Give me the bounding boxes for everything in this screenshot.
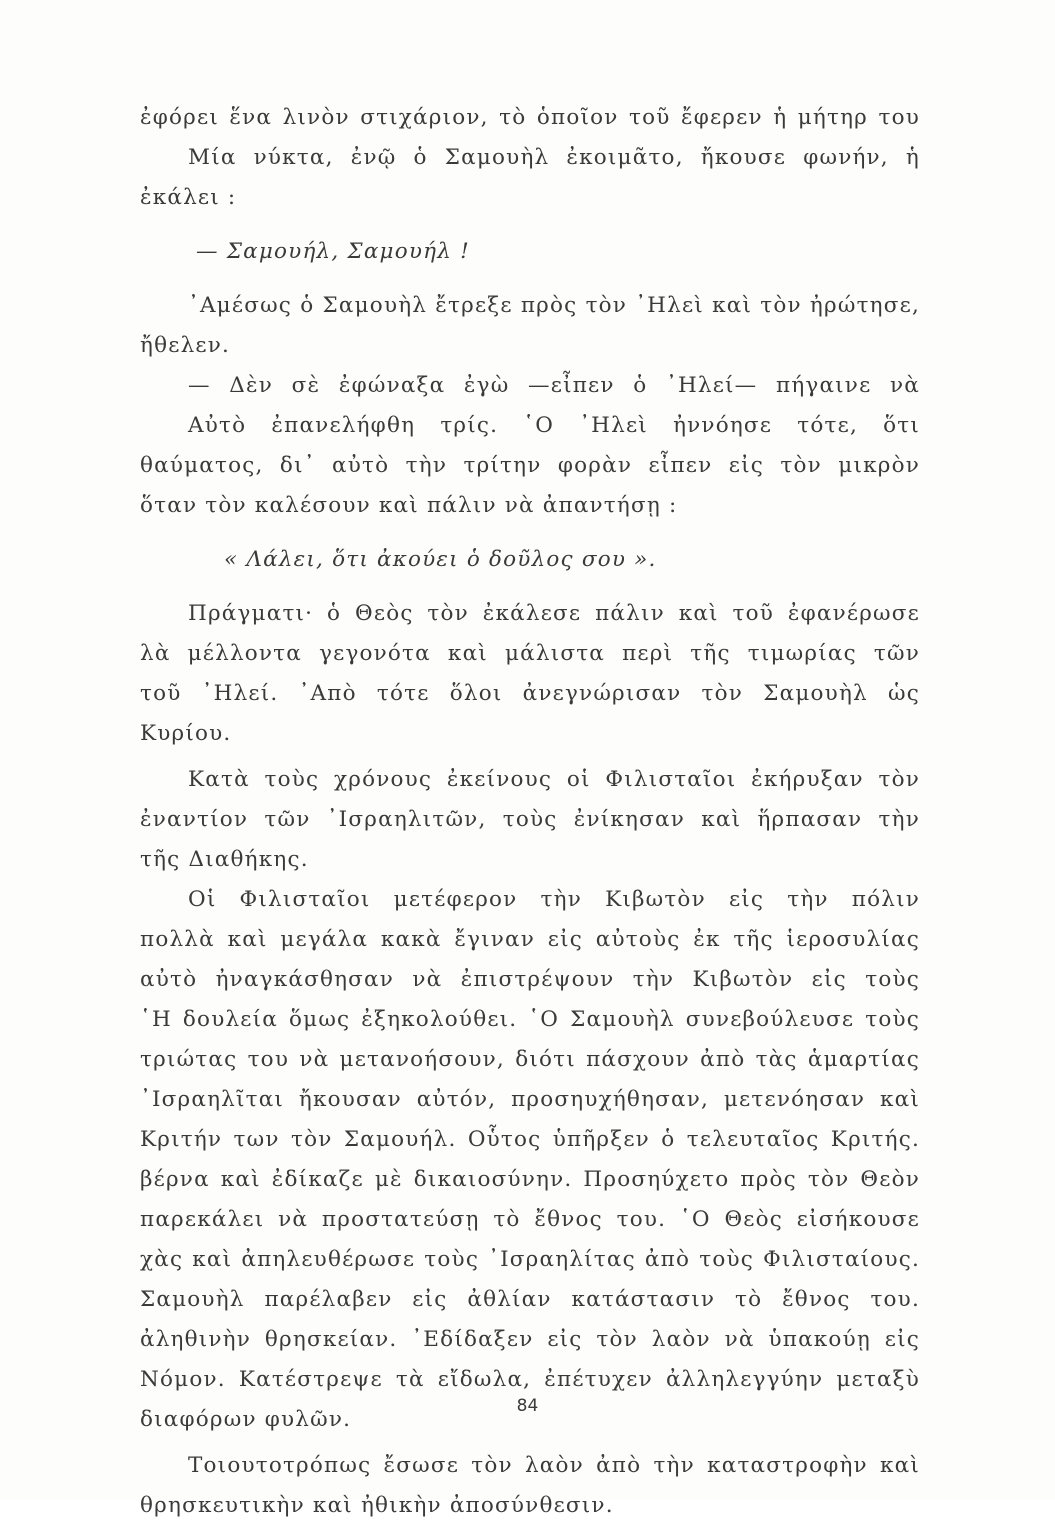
text-line: ῾Η δουλεία ὅμως ἐξηκολούθει. ῾Ο Σαμουὴλ συνεβούλευσε τοὺς (140, 1007, 920, 1032)
text-line: διαφόρων φυλῶν. (140, 1407, 352, 1432)
text-line: χὰς καὶ ἀπηλευθέρωσε τοὺς ᾿Ισραηλίτας ἀπὸ τοὺς Φιλισταίους. (140, 1247, 920, 1272)
text-line: παρεκάλει νὰ προστατεύσῃ τὸ ἔθνος του. ῾Ο Θεὸς εἰσήκουσε (140, 1207, 920, 1232)
spacer (140, 526, 920, 540)
page-number: 84 (516, 1396, 539, 1416)
text-line: ἤθελεν. (140, 333, 231, 358)
text-line: Αὐτὸ ἐπανελήφθη τρίς. ῾Ο ᾿Ηλεὶ ἠννόησε τότε, ὅτι (188, 413, 920, 438)
text-line: ἀληθινὴν θρησκείαν. ᾿Εδίδαξεν εἰς τὸν λαὸν νὰ ὑπακούῃ εἰς (140, 1327, 920, 1352)
text-line: ᾿Ισραηλῖται ἤκουσαν αὐτόν, προσηυχήθησαν, μετενόησαν καὶ (140, 1087, 920, 1112)
text-line: τῆς Διαθήκης. (140, 847, 309, 872)
spacer (140, 272, 920, 286)
text-line: Οἱ Φιλισταῖοι μετέφερον τὴν Κιβωτὸν εἰς τὴν πόλιν (188, 887, 920, 912)
text-line: αὐτὸ ἠναγκάσθησαν νὰ ἐπιστρέψουν τὴν Κιβωτὸν εἰς τοὺς (140, 967, 920, 992)
text-line: θρησκευτικὴν καὶ ἠθικὴν ἀποσύνθεσιν. (140, 1493, 614, 1518)
text-line: Σαμουὴλ παρέλαβεν εἰς ἀθλίαν κατάστασιν τὸ ἔθνος του. (140, 1287, 920, 1312)
text-line: Μία νύκτα, ἐνῷ ὁ Σαμουὴλ ἐκοιμᾶτο, ἤκουσε φωνήν, ἡ (188, 145, 920, 170)
text-line: τριώτας του νὰ μετανοήσουν, διότι πάσχουν ἀπὸ τὰς ἁμαρτίας (140, 1047, 920, 1072)
text-line: « Λάλει, ὅτι ἀκούει ὁ δοῦλος σου ». (224, 547, 657, 572)
text-line: — Δὲν σὲ ἐφώναξα ἐγὼ —εἶπεν ὁ ᾿Ηλεί— πήγαινε νὰ (188, 373, 920, 398)
text-line: Κυρίου. (140, 721, 232, 746)
text-line: βέρνα καὶ ἐδίκαζε μὲ δικαιοσύνην. Προσηύχετο πρὸς τὸν Θεὸν (140, 1167, 920, 1192)
text-line: Νόμον. Κατέστρεψε τὰ εἴδωλα, ἐπέτυχεν ἀλληλεγγύην μεταξὺ (140, 1367, 920, 1392)
text-line: τοῦ ᾿Ηλεί. ᾿Απὸ τότε ὅλοι ἀνεγνώρισαν τὸν Σαμουὴλ ὡς (140, 681, 920, 706)
text-line: θαύματος, δι᾽ αὐτὸ τὴν τρίτην φορὰν εἶπεν εἰς τὸν μικρὸν (140, 453, 920, 478)
text-line: λὰ μέλλοντα γεγονότα καὶ μάλιστα περὶ τῆς τιμωρίας τῶν (140, 641, 920, 666)
text-line: Πράγματι· ὁ Θεὸς τὸν ἐκάλεσε πάλιν καὶ τοῦ ἐφανέρωσε (188, 601, 920, 626)
text-line: ᾿Αμέσως ὁ Σαμουὴλ ἔτρεξε πρὸς τὸν ᾿Ηλεὶ καὶ τὸν ἠρώτησε, (188, 293, 920, 318)
text-line: Κατὰ τοὺς χρόνους ἐκείνους οἱ Φιλισταῖοι ἐκήρυξαν τὸν (188, 767, 920, 792)
text-line: ἐφόρει ἕνα λινὸν στιχάριον, τὸ ὁποῖον τοῦ ἔφερεν ἡ μήτηρ του (140, 105, 920, 130)
spacer (140, 580, 920, 594)
text-line: Τοιουτοτρόπως ἔσωσε τὸν λαὸν ἀπὸ τὴν καταστροφὴν καὶ (188, 1453, 920, 1478)
text-line: ἐκάλει : (140, 185, 237, 210)
text-line: Κριτήν των τὸν Σαμουήλ. Οὗτος ὑπῆρξεν ὁ τελευταῖος Κριτής. (140, 1127, 920, 1152)
text-line: πολλὰ καὶ μεγάλα κακὰ ἔγιναν εἰς αὐτοὺς ἐκ τῆς ἱεροσυλίας (140, 927, 920, 952)
body-text (140, 98, 920, 1526)
text-line: ἐναντίον τῶν ᾿Ισραηλιτῶν, τοὺς ἐνίκησαν καὶ ἥρπασαν τὴν (140, 807, 920, 832)
text-line: ὅταν τὸν καλέσουν καὶ πάλιν νὰ ἀπαντήσῃ : (140, 493, 678, 518)
text-line: — Σαμουήλ, Σαμουήλ ! (196, 239, 470, 264)
spacer (140, 218, 920, 232)
